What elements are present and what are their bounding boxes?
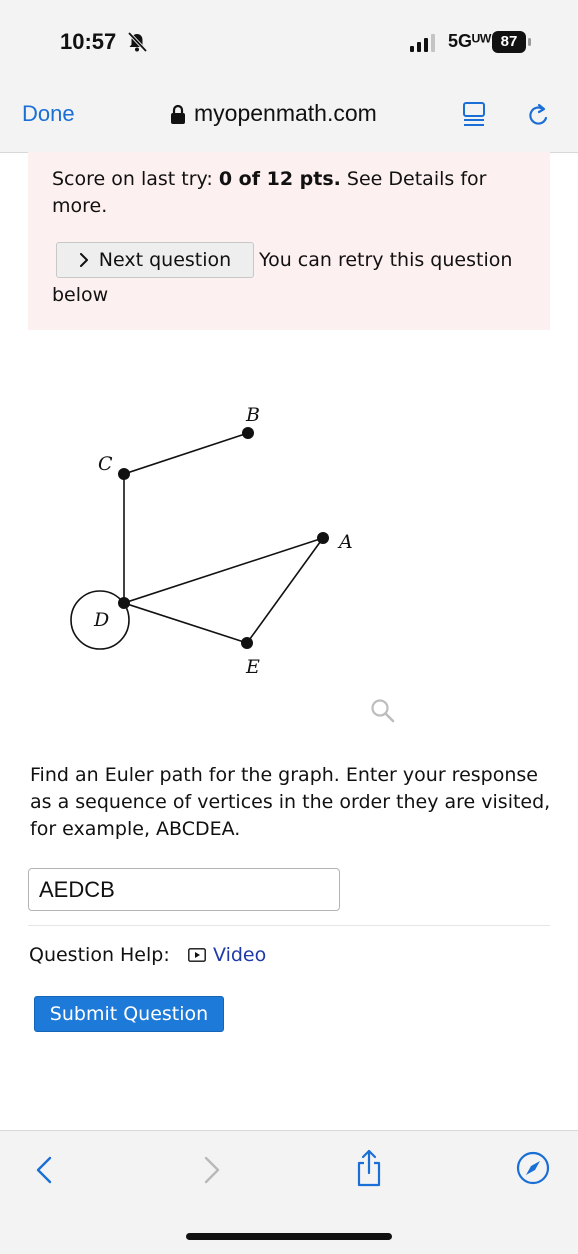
label-e: E — [246, 656, 260, 678]
video-label: Video — [213, 944, 267, 966]
score-value: 0 of 12 pts. — [218, 168, 341, 190]
divider — [28, 925, 550, 926]
url-bar[interactable] — [170, 100, 377, 127]
edge-c-b — [124, 433, 248, 474]
vertex-d — [118, 597, 130, 609]
video-icon — [188, 948, 206, 962]
bell-slash-icon — [126, 31, 148, 53]
answer-input[interactable] — [28, 868, 340, 911]
euler-graph — [60, 390, 380, 690]
retry-text-continued: below — [52, 284, 109, 306]
score-suffix: See Details for more. — [52, 168, 487, 217]
reload-icon[interactable] — [526, 101, 552, 129]
score-prefix: Score on last try: — [52, 168, 219, 190]
edge-d-e — [124, 603, 247, 643]
vertex-b — [242, 427, 254, 439]
forward-icon[interactable] — [200, 1155, 224, 1185]
done-button[interactable]: Done — [22, 101, 75, 126]
compass-icon[interactable] — [516, 1151, 550, 1185]
question-instructions: Find an Euler path for the graph. Enter your response as a sequence of vertices in the order they are visited, for example, ABCDEA. — [30, 764, 551, 840]
network-label: 5Gᵁᵂ — [448, 31, 492, 51]
url-text: myopenmath.com — [194, 100, 377, 126]
vertex-e — [241, 637, 253, 649]
submit-question-button[interactable]: Submit Question — [34, 996, 224, 1032]
label-c: C — [98, 453, 113, 475]
reader-icon[interactable] — [462, 101, 486, 129]
vertex-a — [317, 532, 329, 544]
edge-a-e — [247, 538, 323, 643]
retry-text: You can retry this question — [259, 249, 513, 271]
question-help-label: Question Help: — [29, 944, 170, 966]
label-b: B — [246, 404, 260, 426]
video-help-link[interactable] — [188, 944, 266, 966]
status-time: 10:57 — [60, 29, 117, 54]
zoom-icon[interactable] — [370, 698, 396, 724]
next-question-label: Next question — [98, 249, 232, 271]
vertex-c — [118, 468, 130, 480]
next-question-button[interactable] — [56, 242, 254, 278]
browser-top-bar — [0, 0, 578, 153]
label-d: D — [94, 609, 110, 631]
battery-percentage: 87 — [500, 33, 518, 50]
label-a: A — [339, 531, 353, 553]
home-indicator[interactable] — [186, 1233, 392, 1240]
share-icon[interactable] — [354, 1148, 384, 1188]
chevron-right-icon — [79, 253, 89, 267]
edge-d-a — [124, 538, 323, 603]
lock-icon — [170, 104, 186, 124]
back-icon[interactable] — [32, 1155, 56, 1185]
score-text — [52, 166, 522, 220]
signal-icon — [410, 34, 436, 52]
